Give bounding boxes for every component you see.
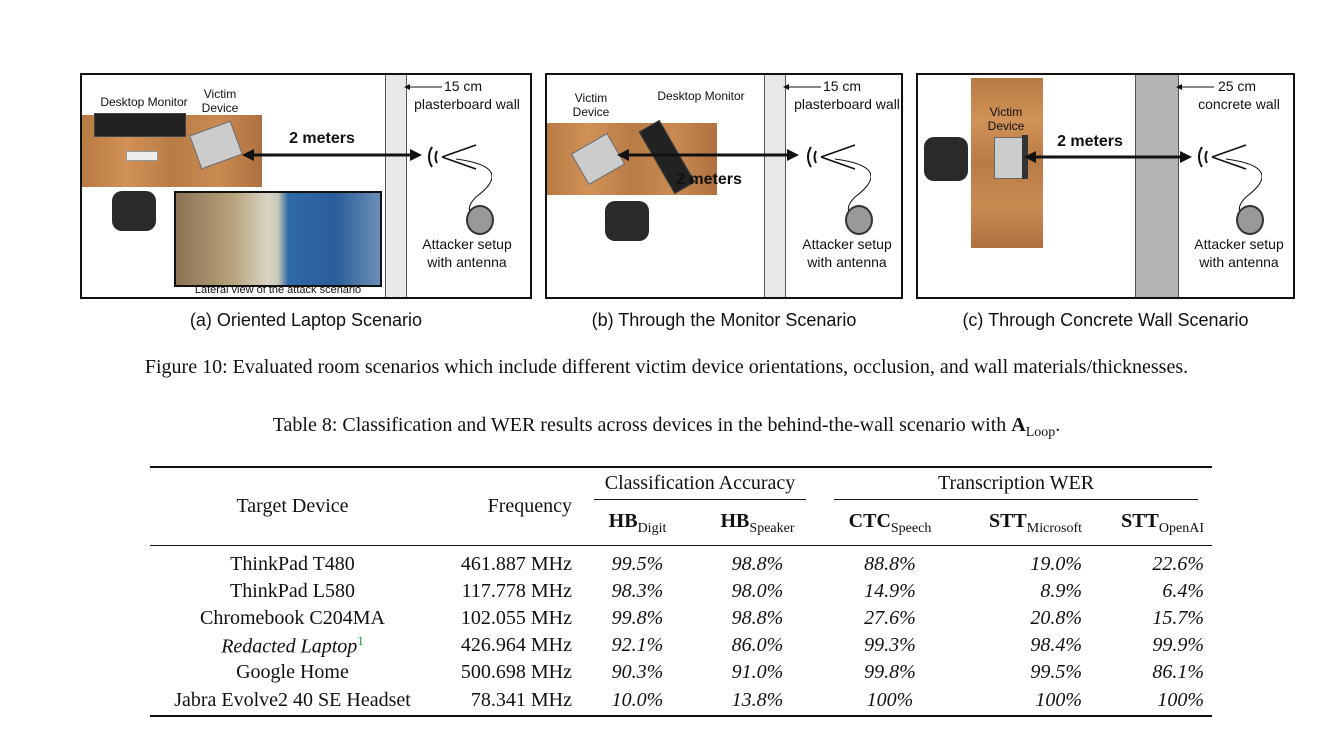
wall-material-label: plasterboard wall [794, 96, 900, 112]
wall-thickness-label: 15 cm [822, 78, 862, 94]
table-cell: 99.5% [1030, 661, 1082, 683]
col-hb-speaker: $HB_{Speaker}$ [720, 510, 795, 537]
concrete-wall [1135, 75, 1179, 297]
distance-label: 2 meters [289, 130, 355, 147]
distance-label: 2 meters [676, 171, 742, 188]
table-cell: 500.698 MHz [460, 661, 572, 683]
table-cell: 98.3% [611, 580, 664, 602]
table-cell: 86.0% [731, 634, 784, 656]
group-wer-header: Transcription WER [820, 467, 1212, 503]
col-stt-openai: $STT_{OpenAI}$ [1121, 510, 1204, 537]
caption-b: (b) Through the Monitor Scenario [591, 310, 857, 330]
table-cell: 99.8% [864, 661, 916, 683]
chair-image [924, 137, 968, 181]
attacker-label: Attacker setup with antenna [1194, 236, 1284, 270]
lateral-view-photo [174, 191, 382, 287]
table-cell: 15.7% [1152, 607, 1204, 629]
table-cell: 98.8% [731, 553, 784, 575]
victim-device-label: Victim Device [572, 91, 610, 119]
attacker-device-icon [845, 205, 873, 235]
attacker-device-icon [1236, 205, 1264, 235]
desktop-monitor-label: Desktop Monitor [100, 95, 188, 109]
keyboard-image [126, 151, 158, 161]
caption-a: (a) Oriented Laptop Scenario [189, 310, 423, 330]
table-cell: ThinkPad L580 [230, 580, 355, 602]
table-cell: Jabra Evolve2 40 SE Headset [174, 689, 411, 711]
table-cell: 91.0% [731, 661, 784, 683]
distance-arrow [242, 145, 422, 165]
table-cell: 20.8% [1030, 607, 1082, 629]
distance-arrow [617, 145, 799, 165]
col-ctc-speech: $CTC_{Speech}$ [848, 510, 932, 537]
table-cell: 117.778 MHz [461, 580, 572, 602]
victim-laptop-image [994, 137, 1024, 179]
inset-caption: Lateral view of the attack scenario [194, 284, 362, 296]
attacker-device-icon [466, 205, 494, 235]
panel-c [916, 73, 1295, 299]
table-cell: 426.964 MHz [460, 634, 572, 656]
wall-material-label: plasterboard wall [414, 96, 520, 112]
table-cell: 78.341 MHz [470, 689, 572, 711]
table-row [150, 551, 1212, 578]
table-cell: 6.4% [1162, 580, 1204, 602]
table-cell: 102.055 MHz [460, 607, 572, 629]
table-cell: Redacted Laptop$^1$ [221, 632, 364, 658]
attacker-label: Attacker setup with antenna [422, 236, 512, 270]
desktop-monitor-label: Desktop Monitor [657, 89, 745, 103]
results-table [150, 466, 1212, 717]
col-frequency-header: Frequency [435, 467, 580, 545]
attacker-label: Attacker setup with antenna [802, 236, 892, 270]
group-classification-header: Classification Accuracy [580, 467, 820, 503]
table-row [150, 605, 1212, 632]
table-cell: 14.9% [864, 580, 916, 602]
table-row [150, 632, 1212, 659]
table-row [150, 578, 1212, 605]
table-cell: 100% [1157, 689, 1204, 711]
victim-device-label: Victim Device [201, 87, 239, 115]
table-cell: 99.3% [864, 634, 916, 656]
col-target-header: Target Device [150, 467, 435, 545]
table-row [150, 659, 1212, 686]
table-cell: 100% [1035, 689, 1082, 711]
footnote-link[interactable]: 1 [357, 632, 364, 648]
victim-device-label: Victim Device [987, 105, 1025, 133]
table-caption-suffix: . [1055, 414, 1061, 436]
plasterboard-wall [385, 75, 407, 297]
table-cell: 98.0% [731, 580, 784, 602]
chair-image [112, 191, 156, 231]
table-cell: ThinkPad T480 [230, 553, 355, 575]
wall-thickness-label: 25 cm [1217, 78, 1257, 94]
wall-material-label: concrete wall [1198, 96, 1280, 112]
col-stt-microsoft: $STT_{Microsoft}$ [988, 510, 1082, 537]
table-cell: 88.8% [864, 553, 916, 575]
table-cell: 19.0% [1030, 553, 1082, 575]
col-hb-digit: $HB_{Digit}$ [608, 510, 667, 537]
table-cell: 99.5% [611, 553, 664, 575]
table-cell: 10.0% [611, 689, 664, 711]
table-caption-a: A [1011, 414, 1026, 436]
wall-thickness-label: 15 cm [443, 78, 483, 94]
table-row [150, 686, 1212, 716]
figure-caption: Figure 10: Evaluated room scenarios which include different victim device orientations, occlusion, and wall materials/thicknesses. [144, 356, 1189, 378]
table-cell: 98.8% [731, 607, 784, 629]
table-cell: Chromebook C204MA [200, 607, 385, 629]
table-cell: 27.6% [864, 607, 916, 629]
table-cell: Google Home [236, 661, 349, 683]
table-cell: 99.9% [1152, 634, 1204, 656]
panel-b [545, 73, 903, 299]
table-cell: 92.1% [611, 634, 664, 656]
table-caption-a-sub: Loop [1025, 425, 1056, 440]
table-cell: 98.4% [1030, 634, 1082, 656]
plasterboard-wall [764, 75, 786, 297]
table-cell: 13.8% [731, 689, 784, 711]
table-cell: 461.887 MHz [460, 553, 572, 575]
table-caption [0, 414, 1333, 441]
chair-image [605, 201, 649, 241]
desktop-monitor-image [94, 113, 186, 137]
table-cell: 22.6% [1152, 553, 1204, 575]
table-cell: 90.3% [611, 661, 664, 683]
table-cell: 100% [866, 689, 914, 711]
wall-pointer-arrow [1176, 81, 1216, 93]
table-cell: 86.1% [1152, 661, 1204, 683]
caption-c: (c) Through Concrete Wall Scenario [962, 310, 1249, 330]
table-caption-prefix: Table 8: Classification and WER results across devices in the behind-the-wall scenario with [272, 414, 1012, 436]
table-cell: 99.8% [611, 607, 664, 629]
distance-label: 2 meters [1057, 133, 1123, 150]
table-cell: 8.9% [1040, 580, 1082, 602]
panel-a [80, 73, 532, 299]
